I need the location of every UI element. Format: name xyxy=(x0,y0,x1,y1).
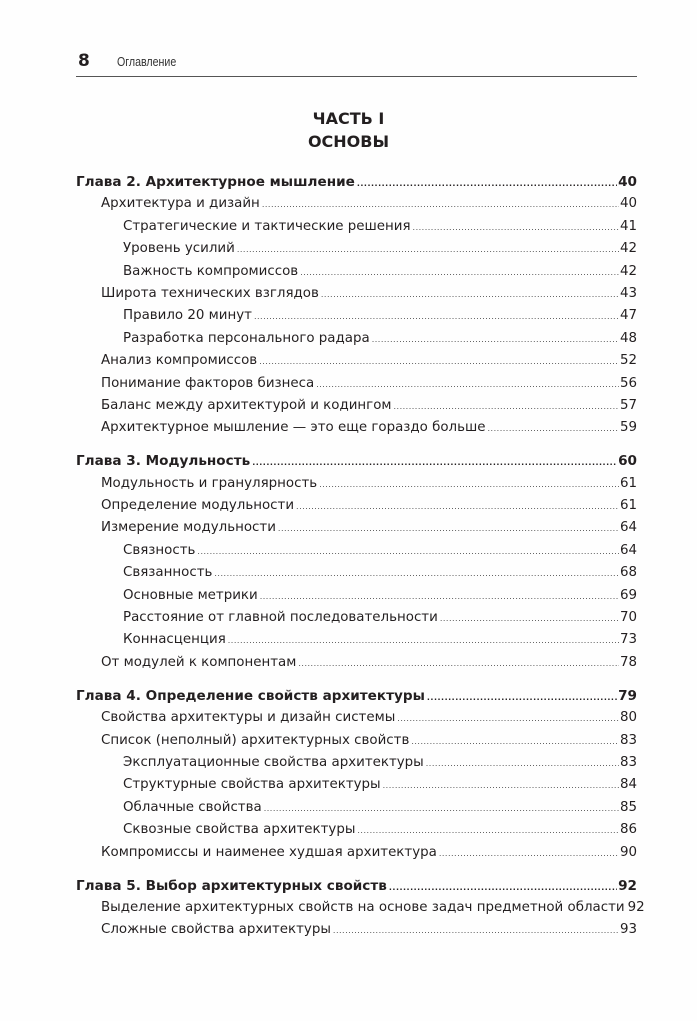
dot-leader xyxy=(440,608,619,630)
entry-title: Архитектура и дизайн xyxy=(101,193,261,215)
toc-entry[interactable] xyxy=(76,819,637,841)
dot-leader xyxy=(264,798,619,820)
dot-leader xyxy=(439,843,619,865)
entry-title: Эксплуатационные свойства архитектуры xyxy=(123,752,425,774)
page-ref: 84 xyxy=(619,777,637,793)
dot-leader xyxy=(316,374,619,396)
running-head xyxy=(78,50,638,76)
chapter-gap xyxy=(76,864,637,875)
page-ref: 64 xyxy=(619,520,637,536)
dot-leader xyxy=(333,920,619,942)
page-ref: 92 xyxy=(618,877,637,894)
page-ref: 52 xyxy=(619,353,637,369)
chapter-title: Глава 5. Выбор архитектурных свойств xyxy=(76,875,388,897)
entry-title: Правило 20 минут xyxy=(123,305,253,327)
page-ref: 70 xyxy=(619,610,637,626)
entry-title: Свойства архитектуры и дизайн системы xyxy=(101,707,396,729)
entry-title: Сквозные свойства архитектуры xyxy=(123,819,356,841)
dot-leader xyxy=(427,687,617,709)
dot-leader xyxy=(228,630,619,652)
entry-title: Расстояние от главной последовательности xyxy=(123,607,439,629)
entry-title: Связанность xyxy=(123,562,213,584)
page-ref: 79 xyxy=(618,687,637,704)
dot-leader xyxy=(357,820,619,842)
page-ref: 40 xyxy=(619,196,637,212)
toc-entry[interactable] xyxy=(76,562,637,584)
header-rule xyxy=(76,76,637,77)
page-ref: 43 xyxy=(619,285,637,301)
toc-entry[interactable] xyxy=(76,842,637,864)
entry-title: Модульность и гранулярность xyxy=(101,473,318,495)
dot-leader xyxy=(389,877,617,899)
toc-entry[interactable] xyxy=(76,797,637,819)
part-number: ЧАСТЬ I xyxy=(312,109,385,128)
entry-title: Широта технических взглядов xyxy=(101,283,320,305)
page-ref: 57 xyxy=(619,397,637,413)
toc-entry[interactable] xyxy=(76,730,637,752)
entry-title: Компромиссы и наименее худшая архитектура xyxy=(101,842,438,864)
dot-leader xyxy=(254,306,619,328)
page-ref: 78 xyxy=(619,654,637,670)
toc-entry[interactable] xyxy=(76,283,637,305)
entry-title: Облачные свойства xyxy=(123,797,263,819)
entry-title: Архитектурное мышление — это еще гораздо больше xyxy=(101,417,487,439)
dot-leader xyxy=(237,239,619,261)
toc-entry[interactable] xyxy=(76,261,637,283)
page-ref: 86 xyxy=(619,822,637,838)
toc-entry[interactable] xyxy=(76,395,637,417)
table-of-contents xyxy=(76,171,645,942)
page-ref: 40 xyxy=(618,174,637,190)
page-ref: 90 xyxy=(619,844,637,860)
toc-entry[interactable] xyxy=(76,216,637,238)
entry-title: Основные метрики xyxy=(123,585,259,607)
dot-leader xyxy=(394,396,619,418)
toc-entry[interactable] xyxy=(76,193,637,215)
toc-chapter-2[interactable] xyxy=(76,171,637,193)
toc-chapter-4[interactable] xyxy=(76,685,637,707)
entry-title: Связность xyxy=(123,540,196,562)
page-ref: 68 xyxy=(619,565,637,581)
dot-leader xyxy=(413,217,619,239)
dot-leader xyxy=(298,653,619,675)
entry-title: Сложные свойства архитектуры xyxy=(101,919,332,941)
dot-leader xyxy=(372,329,619,351)
page-ref: 41 xyxy=(619,218,637,234)
toc-entry[interactable] xyxy=(76,417,637,439)
toc-entry[interactable] xyxy=(76,897,645,919)
dot-leader xyxy=(262,194,619,216)
part-name: ОСНОВЫ xyxy=(307,132,390,151)
page-ref: 56 xyxy=(619,375,637,391)
entry-title: Разработка персонального радара xyxy=(123,328,371,350)
page-ref: 42 xyxy=(619,241,637,257)
chapter-title: Глава 3. Модульность xyxy=(76,450,251,472)
page-ref: 83 xyxy=(619,732,637,748)
dot-leader xyxy=(321,284,619,306)
toc-entry[interactable] xyxy=(76,373,637,395)
toc-entry[interactable] xyxy=(76,652,637,674)
dot-leader xyxy=(252,452,617,474)
dot-leader xyxy=(411,731,619,753)
dot-leader xyxy=(426,753,619,775)
entry-title: Уровень усилий xyxy=(123,238,236,260)
toc-chapter-5[interactable] xyxy=(76,875,637,897)
page-ref: 48 xyxy=(619,330,637,346)
toc-entry[interactable] xyxy=(76,629,637,651)
page-ref: 85 xyxy=(619,799,637,815)
entry-title: Коннасценция xyxy=(123,629,227,651)
page-ref: 64 xyxy=(619,542,637,558)
dot-leader xyxy=(383,775,619,797)
entry-title: Измерение модульности xyxy=(101,517,277,539)
dot-leader xyxy=(296,496,619,518)
page-number: 8 xyxy=(78,51,90,71)
page-ref: 83 xyxy=(619,754,637,770)
toc-entry[interactable] xyxy=(76,495,637,517)
page-ref: 61 xyxy=(619,475,637,491)
dot-leader xyxy=(260,586,619,608)
page-ref: 47 xyxy=(619,308,637,324)
dot-leader xyxy=(259,351,619,373)
entry-title: Стратегические и тактические решения xyxy=(123,216,412,238)
page-ref: 42 xyxy=(619,263,637,279)
toc-entry[interactable] xyxy=(76,517,637,539)
toc-entry[interactable] xyxy=(76,607,637,629)
toc-entry[interactable] xyxy=(76,919,637,941)
chapter-title: Глава 2. Архитектурное мышление xyxy=(76,171,356,193)
dot-leader xyxy=(300,262,619,284)
toc-entry[interactable] xyxy=(76,774,637,796)
toc-entry[interactable] xyxy=(76,707,637,729)
chapter-gap xyxy=(76,674,637,685)
toc-entry[interactable] xyxy=(76,350,637,372)
page-ref: 69 xyxy=(619,587,637,603)
entry-title: Баланс между архитектурой и кодингом xyxy=(101,395,393,417)
dot-leader xyxy=(197,541,619,563)
dot-leader xyxy=(488,418,619,440)
dot-leader xyxy=(319,474,619,496)
page-ref: 61 xyxy=(619,498,637,514)
dot-leader xyxy=(214,563,619,585)
running-title: Оглавление xyxy=(117,55,177,69)
page-ref: 80 xyxy=(619,710,637,726)
chapter-gap xyxy=(76,440,637,451)
toc-entry[interactable] xyxy=(76,305,637,327)
entry-title: Определение модульности xyxy=(101,495,295,517)
entry-title: Понимание факторов бизнеса xyxy=(101,373,315,395)
chapter-title: Глава 4. Определение свойств архитектуры xyxy=(76,685,426,707)
toc-entry[interactable] xyxy=(76,585,637,607)
dot-leader xyxy=(357,173,617,195)
page-ref: 60 xyxy=(618,453,637,470)
dot-leader xyxy=(397,708,619,730)
toc-entry[interactable] xyxy=(76,328,637,350)
toc-entry[interactable] xyxy=(76,238,637,260)
entry-title: Выделение архитектурных свойств на основе задач предметной области xyxy=(101,897,626,919)
entry-title: От модулей к компонентам xyxy=(101,652,297,674)
toc-entry[interactable] xyxy=(76,752,637,774)
toc-entry[interactable] xyxy=(76,473,637,495)
entry-title: Анализ компромиссов xyxy=(101,350,258,372)
toc-chapter-3[interactable] xyxy=(76,450,637,472)
page-ref: 59 xyxy=(619,420,637,436)
page-ref: 93 xyxy=(619,922,637,938)
toc-entry[interactable] xyxy=(76,540,637,562)
page-ref: 73 xyxy=(619,632,637,648)
entry-title: Важность компромиссов xyxy=(123,261,299,283)
entry-title: Список (неполный) архитектурных свойств xyxy=(101,730,410,752)
dot-leader xyxy=(278,518,619,540)
page-ref: 92 xyxy=(627,899,645,915)
entry-title: Структурные свойства архитектуры xyxy=(123,774,382,796)
